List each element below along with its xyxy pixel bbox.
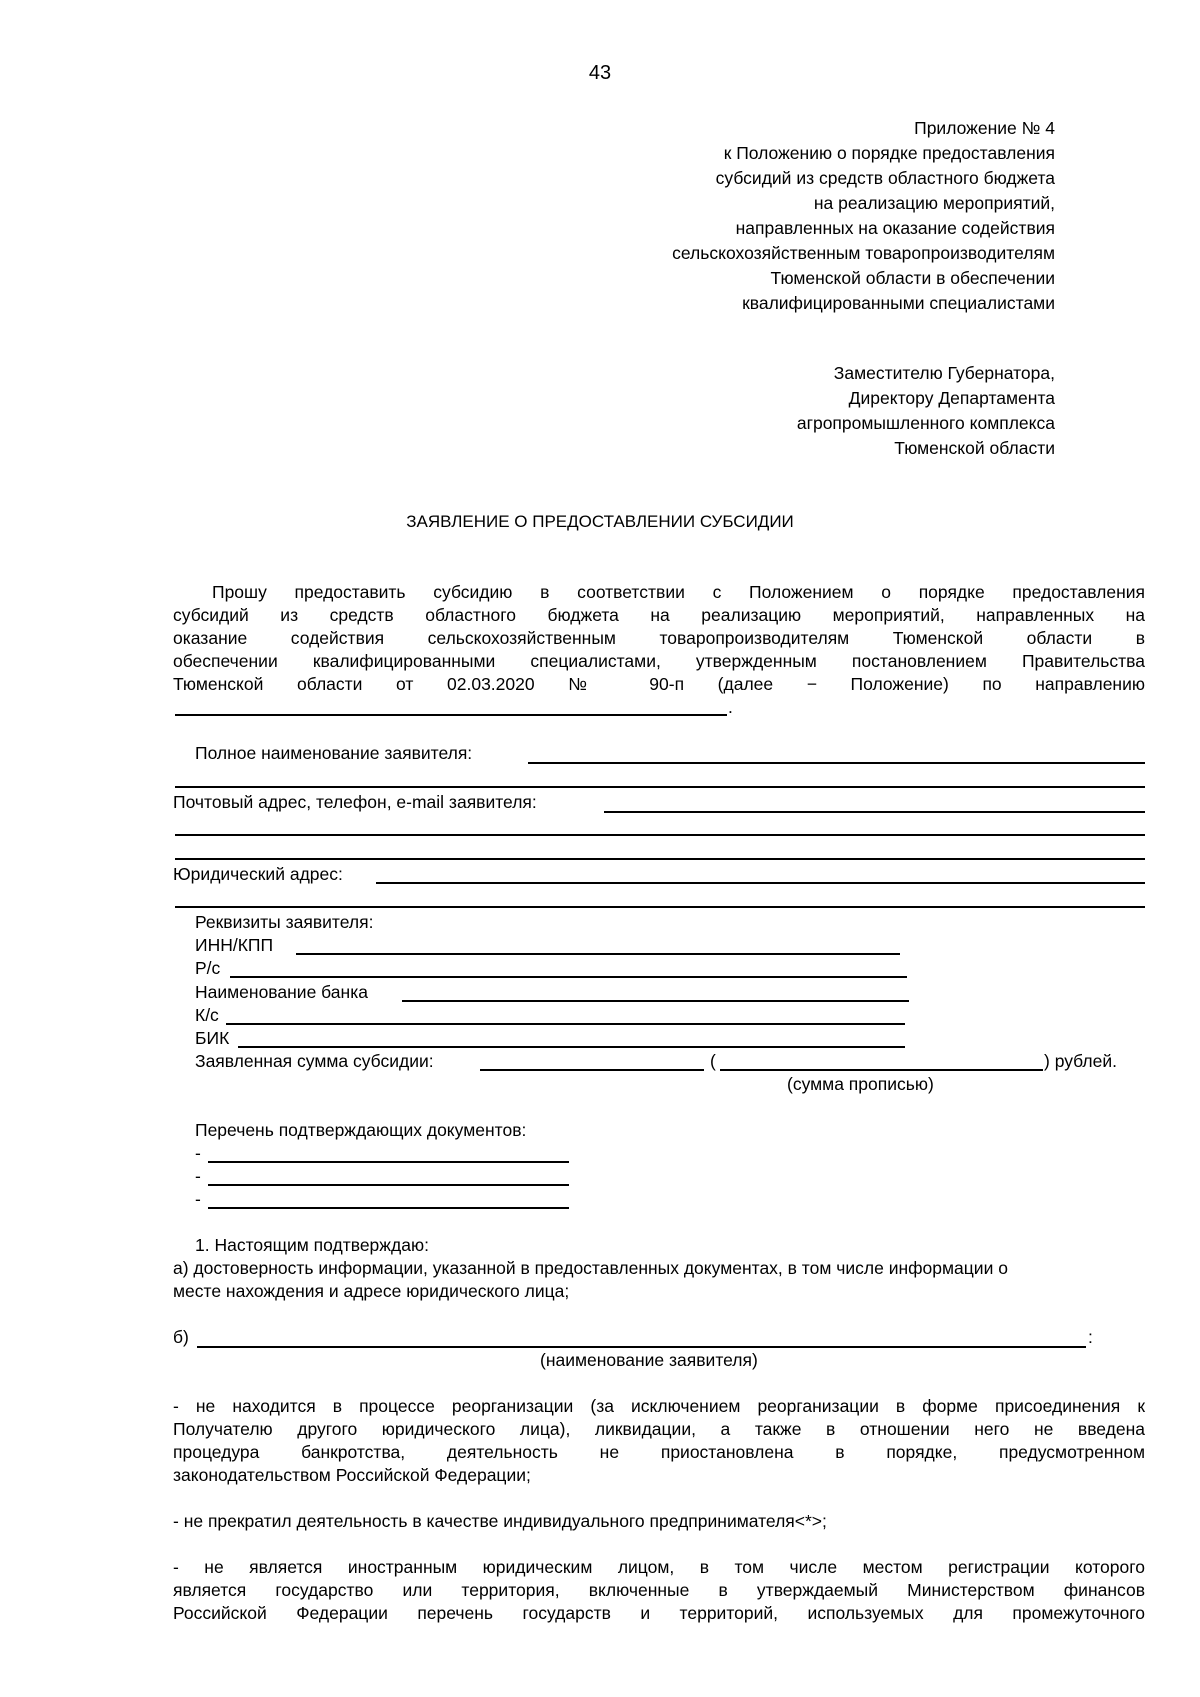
rs-input-line[interactable] — [230, 976, 907, 978]
confirm-a-line: месте нахождения и адресе юридического лица; — [173, 1281, 570, 1301]
amount-words-input-line[interactable] — [720, 1069, 1043, 1071]
bik-input-line[interactable] — [238, 1046, 905, 1048]
intro-line: оказание содействия сельскохозяйственным товаропроизводителям Тюменской области в — [173, 628, 1145, 648]
amount-caption: (сумма прописью) — [787, 1074, 934, 1094]
ks-label: К/с — [195, 1005, 219, 1025]
full-name-label: Полное наименование заявителя: — [195, 743, 473, 763]
rs-label: Р/с — [195, 958, 221, 978]
postal-input-line-2[interactable] — [175, 834, 1145, 836]
amount-input-line[interactable] — [480, 1069, 704, 1071]
requisites-label: Реквизиты заявителя: — [195, 912, 374, 932]
inn-label: ИНН/КПП — [195, 935, 274, 955]
document-input-line-3[interactable] — [208, 1207, 569, 1209]
condition-line: - не находится в процессе реорганизации (за исключением реорганизации в форме присоединения к — [173, 1396, 1145, 1416]
condition-line: процедура банкротства, деятельность не приостановлена в порядке, предусмотренном — [173, 1442, 1145, 1462]
postal-input-line-3[interactable] — [175, 858, 1145, 860]
condition-line: Российской Федерации перечень государств и территорий, используемых для промежуточного — [173, 1603, 1145, 1623]
confirm-b-label: б) — [173, 1327, 189, 1347]
appendix-line: Тюменской области в обеспечении — [770, 268, 1055, 288]
applicant-name-input-line[interactable] — [197, 1346, 1086, 1348]
condition-line: законодательством Российской Федерации; — [173, 1465, 531, 1485]
confirm-heading: 1. Настоящим подтверждаю: — [195, 1235, 429, 1255]
intro-line: субсидий из средств областного бюджета на реализацию мероприятий, направленных на — [173, 605, 1145, 625]
bank-label: Наименование банка — [195, 982, 368, 1002]
appendix-line: направленных на оказание содействия — [735, 218, 1055, 238]
postal-label: Почтовый адрес, телефон, e-mail заявителя: — [173, 792, 537, 812]
bank-input-line[interactable] — [402, 1000, 909, 1002]
legal-address-input-line[interactable] — [376, 882, 1145, 884]
document-input-line-2[interactable] — [208, 1184, 569, 1186]
appendix-line: квалифицированными специалистами — [742, 293, 1055, 313]
intro-line: обеспечении квалифицированными специалистами, утвержденным постановлением Правительства — [173, 651, 1145, 671]
addressee-line: Директору Департамента — [848, 388, 1055, 408]
ks-input-line[interactable] — [226, 1023, 905, 1025]
appendix-line: Приложение № 4 — [914, 118, 1055, 138]
legal-address-input-line-2[interactable] — [175, 906, 1145, 908]
amount-open-paren: ( — [710, 1051, 716, 1071]
condition-line: - не прекратил деятельность в качестве индивидуального предпринимателя<*>; — [173, 1511, 827, 1531]
document-title: ЗАЯВЛЕНИЕ О ПРЕДОСТАВЛЕНИИ СУБСИДИИ — [406, 512, 794, 531]
full-name-input-line[interactable] — [528, 762, 1145, 764]
bik-label: БИК — [195, 1028, 230, 1048]
applicant-name-caption: (наименование заявителя) — [540, 1350, 758, 1370]
confirm-a-line: а) достоверность информации, указанной в предоставленных документах, в том числе информации о — [173, 1258, 1008, 1278]
document-dash: - — [195, 1189, 201, 1209]
documents-label: Перечень подтверждающих документов: — [195, 1120, 527, 1140]
postal-input-line[interactable] — [604, 811, 1145, 813]
addressee-line: Тюменской области — [894, 438, 1055, 458]
appendix-line: на реализацию мероприятий, — [813, 193, 1055, 213]
intro-line: Тюменской области от 02.03.2020 № 90-п (далее − Положение) по направлению — [173, 674, 1145, 694]
document-dash: - — [195, 1143, 201, 1163]
addressee-line: агропромышленного комплекса — [796, 413, 1055, 433]
appendix-line: субсидий из средств областного бюджета — [715, 168, 1055, 188]
appendix-line: к Положению о порядке предоставления — [723, 143, 1055, 163]
amount-close: ) рублей. — [1044, 1051, 1117, 1071]
page-number: 43 — [588, 62, 612, 84]
amount-label: Заявленная сумма субсидии: — [195, 1051, 434, 1071]
full-name-input-line-2[interactable] — [175, 786, 1145, 788]
intro-line: Прошу предоставить субсидию в соответствии с Положением о порядке предоставления — [212, 582, 1145, 602]
confirm-b-end: : — [1088, 1327, 1093, 1347]
document-dash: - — [195, 1166, 201, 1186]
appendix-line: сельскохозяйственным товаропроизводителям — [672, 243, 1055, 263]
condition-line: является государство или территория, включенные в утверждаемый Министерством финансов — [173, 1580, 1145, 1600]
inn-input-line[interactable] — [296, 953, 900, 955]
addressee-line: Заместителю Губернатора, — [833, 363, 1055, 383]
direction-input-line[interactable] — [175, 714, 727, 716]
intro-end: . — [728, 697, 733, 717]
condition-line: Получателю другого юридического лица), ликвидации, а также в отношении него не введена — [173, 1419, 1145, 1439]
document-input-line-1[interactable] — [208, 1161, 569, 1163]
condition-line: - не является иностранным юридическим лицом, в том числе местом регистрации которого — [173, 1557, 1145, 1577]
legal-address-label: Юридический адрес: — [173, 864, 343, 884]
